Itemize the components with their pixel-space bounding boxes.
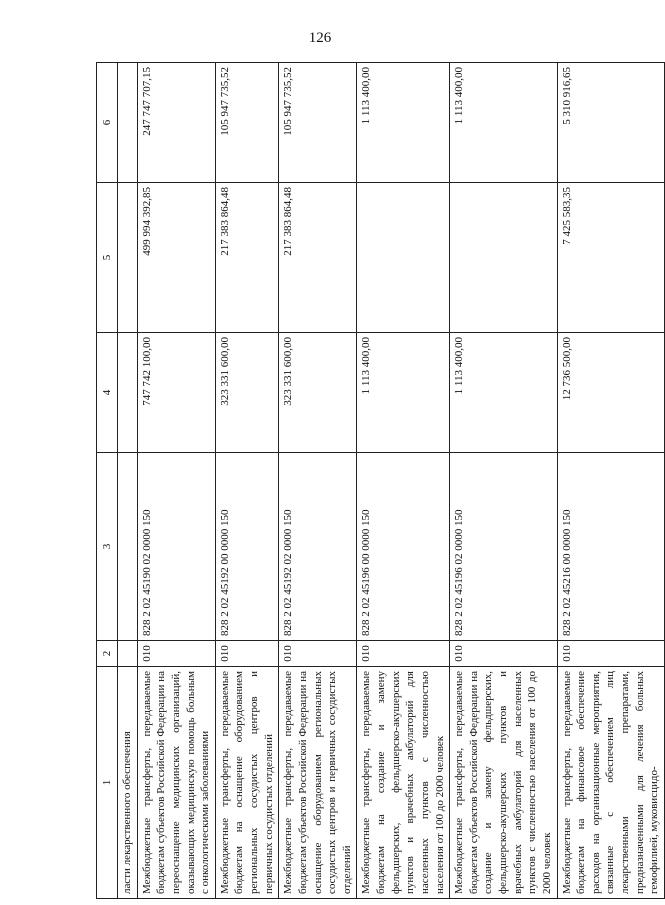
row-value-6: 247 747 707,15 [137, 63, 215, 183]
header-col-5: 5 [97, 183, 118, 333]
cell [118, 453, 138, 641]
cell [118, 183, 138, 333]
row-admin-code: 010 [557, 641, 664, 667]
row-budget-code: 828 2 02 45216 00 0000 150 [557, 453, 664, 641]
row-value-4: 323 331 600,00 [279, 333, 357, 453]
table-row [357, 63, 450, 899]
table-header-row [97, 63, 118, 899]
cell [118, 641, 138, 667]
row-value-4: 747 742 100,00 [137, 333, 215, 453]
continuation-text: ласти лекарственного обеспечения [118, 667, 138, 899]
row-value-5: 217 383 864,48 [215, 183, 279, 333]
row-value-4: 12 736 500,00 [557, 333, 664, 453]
row-value-4: 323 331 600,00 [215, 333, 279, 453]
row-budget-code: 828 2 02 45196 02 0000 150 [450, 453, 557, 641]
budget-table [96, 62, 665, 899]
row-budget-code: 828 2 02 45196 00 0000 150 [357, 453, 450, 641]
row-admin-code: 010 [215, 641, 279, 667]
row-value-6: 1 113 400,00 [450, 63, 557, 183]
header-col-3: 3 [97, 453, 118, 641]
table-row [279, 63, 357, 899]
row-value-4: 1 113 400,00 [450, 333, 557, 453]
rotated-table-frame [96, 63, 661, 899]
page-number: 126 [308, 30, 332, 46]
row-name: Межбюджетные трансферты, передаваемые бюджетам субъектов Российской Федерации на переоснащение медицинских организаций, оказывающих медицинскую помощь больным с онкологическими заболеваниями [137, 667, 215, 899]
rotated-table-content [96, 63, 661, 899]
header-col-2: 2 [97, 641, 118, 667]
row-admin-code: 010 [357, 641, 450, 667]
table-row [137, 63, 215, 899]
cell [118, 63, 138, 183]
row-value-5 [450, 183, 557, 333]
row-name: Межбюджетные трансферты, передаваемые бюджетам на оснащение оборудованием региональных сосудистых центров и первичных сосудистых отделений [215, 667, 279, 899]
row-admin-code: 010 [279, 641, 357, 667]
row-budget-code: 828 2 02 45192 00 0000 150 [215, 453, 279, 641]
row-value-6: 105 947 735,52 [215, 63, 279, 183]
row-name: Межбюджетные трансферты, передаваемые бюджетам субъектов Российской Федерации на создание и замену фельдшерских, фельдшерско-акушерских пунктов и врачебных амбулаторий для населенных пунктов с численностью населения от 100 до 2000 человек [450, 667, 557, 899]
row-admin-code: 010 [137, 641, 215, 667]
row-value-4: 1 113 400,00 [357, 333, 450, 453]
row-name: Межбюджетные трансферты, передаваемые бюджетам субъектов Российской Федерации на оснащение оборудованием региональных сосудистых центров и первичных сосудистых отделений [279, 667, 357, 899]
row-value-6: 105 947 735,52 [279, 63, 357, 183]
row-name: Межбюджетные трансферты, передаваемые бюджетам на создание и замену фельдшерских, фельдшерско-акушерских пунктов и врачебных амбулаторий для населенных пунктов с численностью населения от 100 до 2000 человек [357, 667, 450, 899]
cell [118, 333, 138, 453]
header-col-6: 6 [97, 63, 118, 183]
table-row [215, 63, 279, 899]
header-col-1: 1 [97, 667, 118, 899]
row-budget-code: 828 2 02 45190 02 0000 150 [137, 453, 215, 641]
row-budget-code: 828 2 02 45192 02 0000 150 [279, 453, 357, 641]
row-name: Межбюджетные трансферты, передаваемые бюджетам на финансовое обеспечение расходов на организационные мероприятия, связанные с обеспечением лиц лекарственными препаратами, предназначенными для лечения больных гемофилией, муковисцидо- [557, 667, 664, 899]
row-admin-code: 010 [450, 641, 557, 667]
row-value-5: 217 383 864,48 [279, 183, 357, 333]
row-value-5: 499 994 392,85 [137, 183, 215, 333]
row-value-6: 5 310 916,65 [557, 63, 664, 183]
continuation-row [118, 63, 138, 899]
table-row [450, 63, 557, 899]
row-value-6: 1 113 400,00 [357, 63, 450, 183]
row-value-5 [357, 183, 450, 333]
table-row [557, 63, 664, 899]
header-col-4: 4 [97, 333, 118, 453]
row-value-5: 7 425 583,35 [557, 183, 664, 333]
